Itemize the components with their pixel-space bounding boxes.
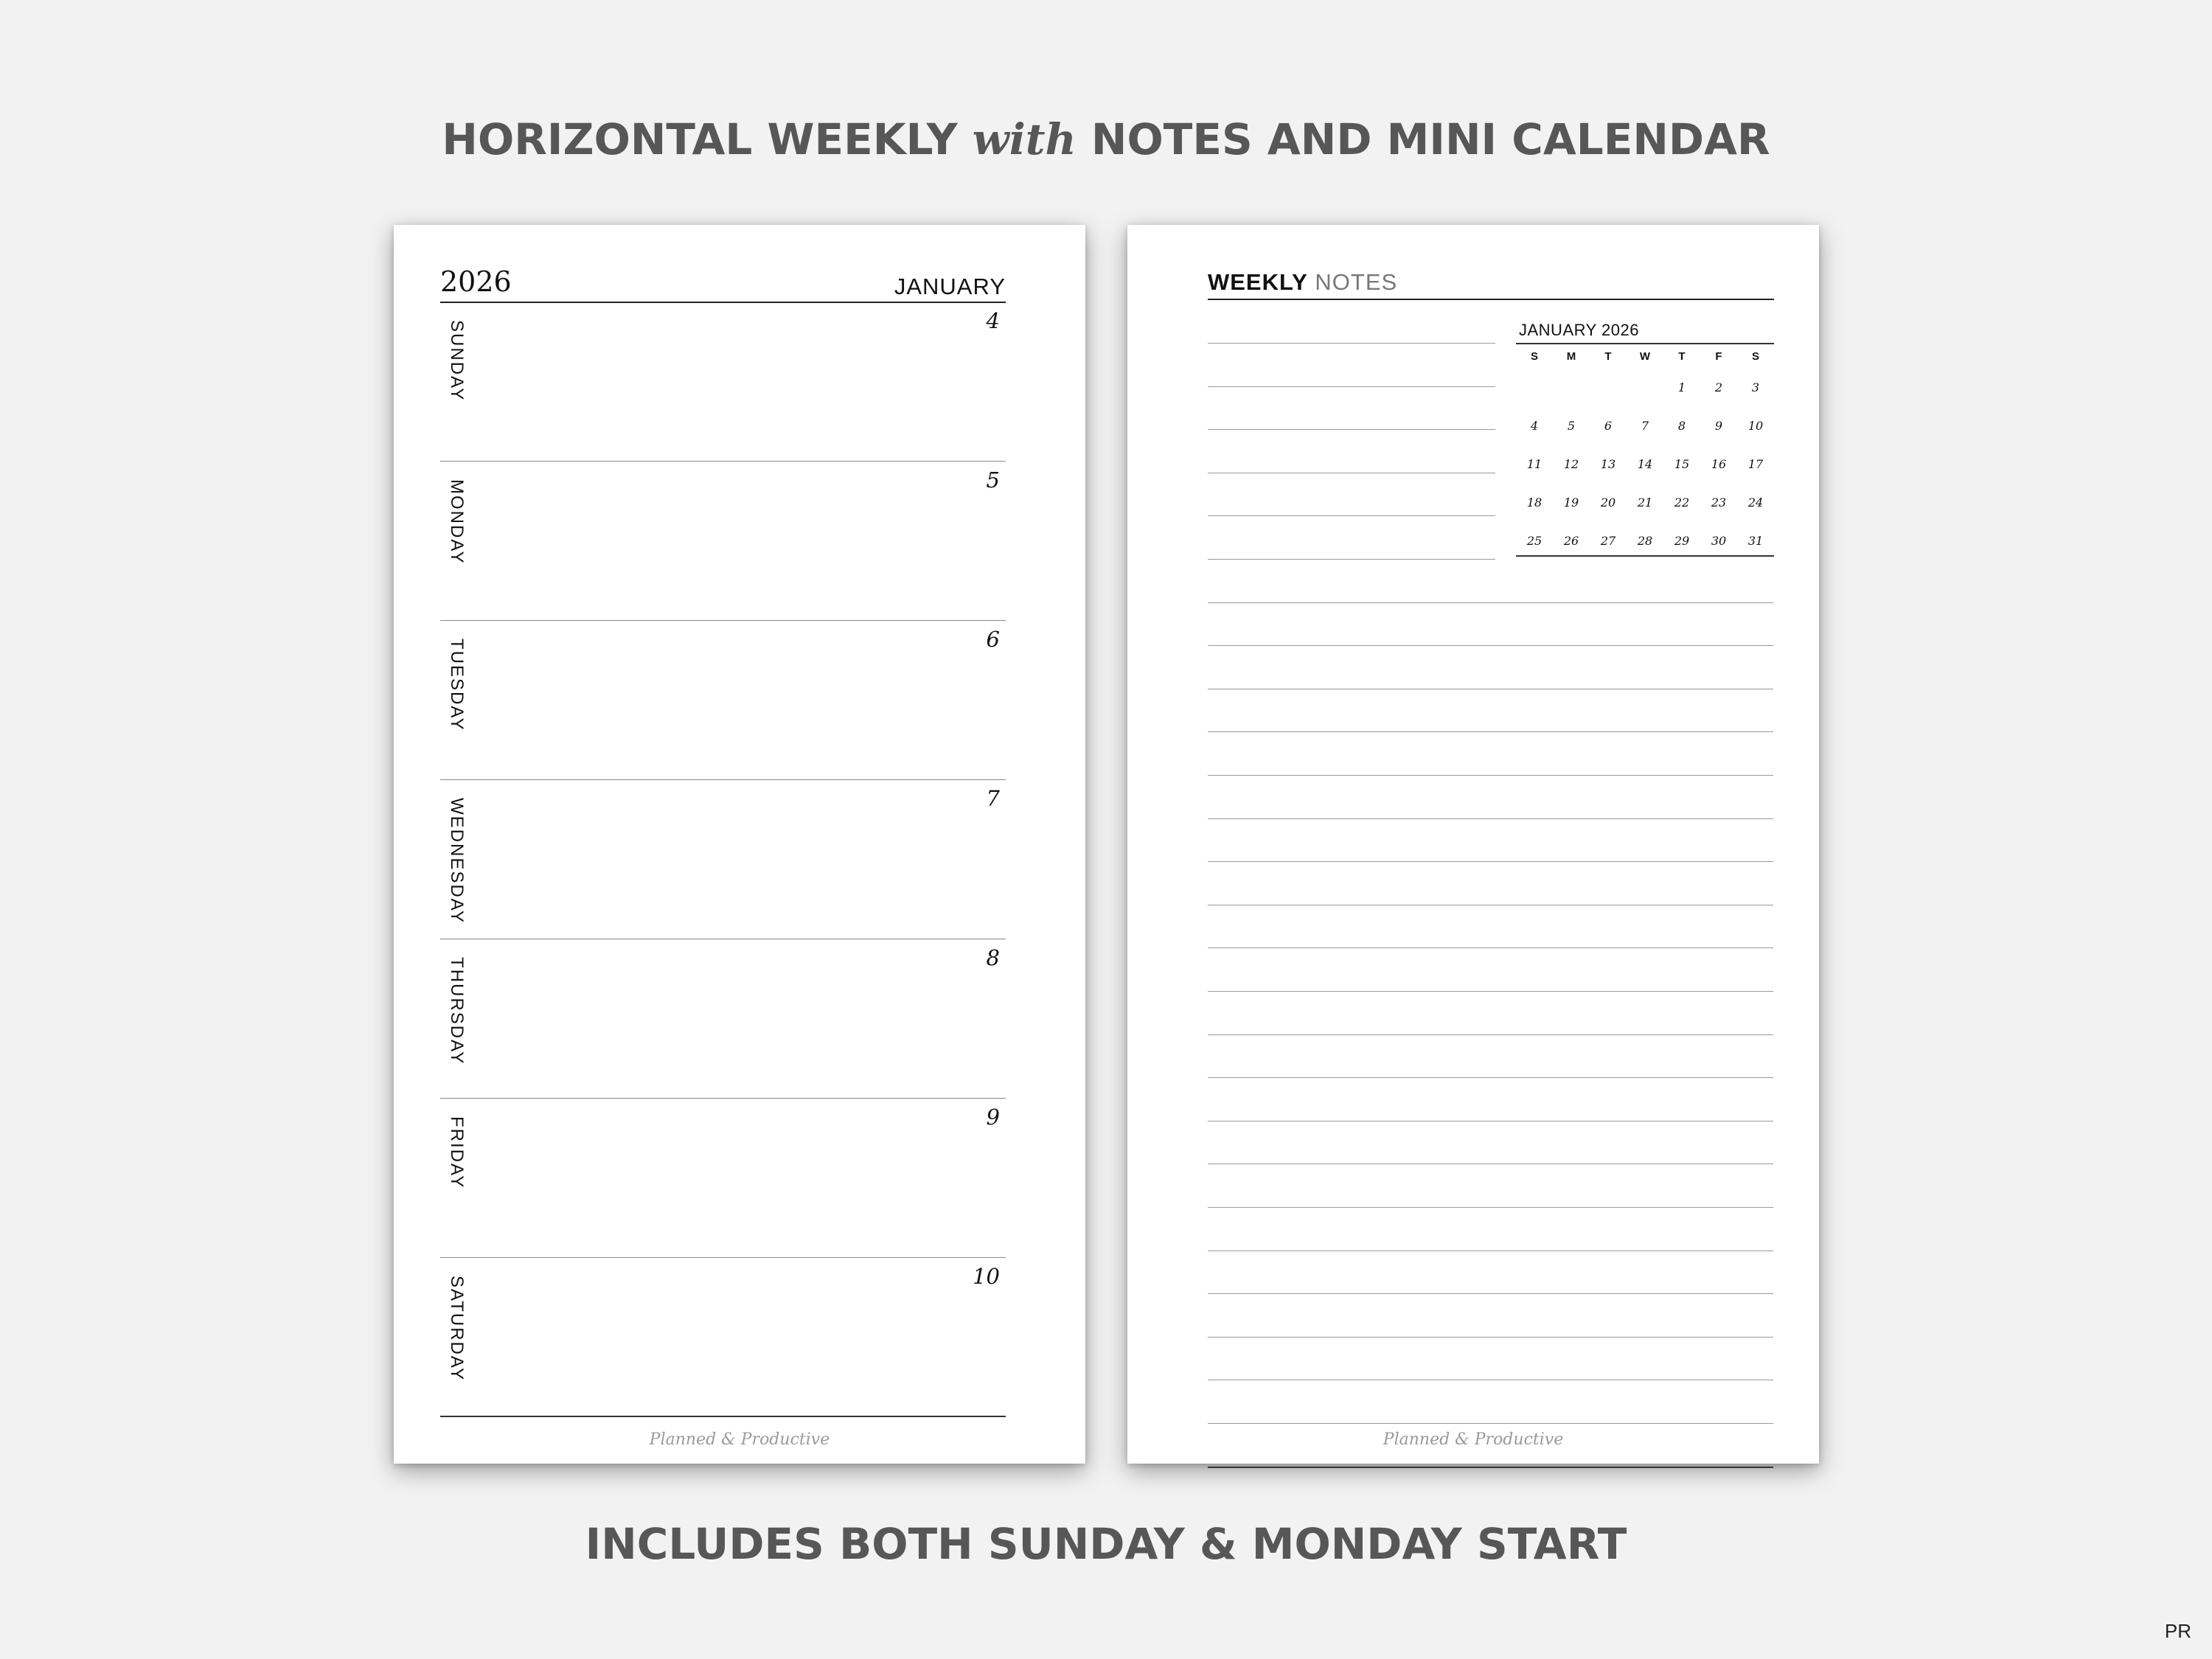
note-line[interactable] [1208,645,1773,646]
calendar-day[interactable]: 30 [1711,533,1727,548]
day-divider [440,1416,1006,1417]
brand-signature: Planned & Productive [649,1430,830,1449]
calendar-day[interactable]: 12 [1563,456,1579,471]
note-line[interactable] [1208,1467,1773,1468]
day-row[interactable] [440,780,1006,939]
notes-page [1127,225,1819,1464]
calendar-day[interactable]: 16 [1711,456,1727,471]
mini-calendar-title: JANUARY 2026 [1519,321,1639,339]
note-line[interactable] [1208,1423,1773,1424]
mini-calendar-grid [1516,344,1774,560]
weekday-header: S [1751,349,1759,363]
mini-calendar [1516,321,1774,557]
note-line[interactable] [1208,991,1773,992]
calendar-day[interactable]: 25 [1526,533,1543,548]
day-name: FRIDAY [447,1116,467,1189]
calendar-day[interactable]: 27 [1600,533,1616,548]
calendar-day[interactable]: 11 [1526,456,1543,471]
footer-headline: INCLUDES BOTH SUNDAY & MONDAY START [585,1519,1627,1569]
calendar-day [1553,368,1590,406]
note-line[interactable] [1208,1077,1773,1078]
year-label: 2026 [440,265,512,298]
day-name: SUNDAY [447,320,467,402]
day-row[interactable] [440,1099,1006,1258]
calendar-day[interactable]: 24 [1747,495,1764,509]
calendar-day[interactable]: 1 [1677,380,1686,394]
brand-signature: Planned & Productive [1382,1430,1564,1449]
weekday-header: F [1715,349,1722,363]
note-line[interactable] [1208,515,1495,516]
note-line[interactable] [1208,775,1773,776]
calendar-day[interactable]: 7 [1641,418,1649,433]
note-line[interactable] [1208,861,1773,862]
page-headline: HORIZONTAL WEEKLY with NOTES AND MINI CALENDAR [442,114,1770,164]
calendar-day[interactable]: 28 [1637,533,1653,548]
calendar-day[interactable]: 31 [1747,533,1764,548]
note-line[interactable] [1208,559,1495,560]
day-name: TUESDAY [447,639,467,731]
calendar-day [1627,368,1663,406]
calendar-day[interactable]: 19 [1563,495,1579,509]
weekday-header: W [1639,349,1651,363]
note-line[interactable] [1208,1207,1773,1208]
day-row[interactable] [440,1258,1006,1417]
calendar-week [1516,445,1774,483]
calendar-day[interactable]: 22 [1674,495,1690,509]
day-number: 5 [986,467,1000,493]
day-number: 7 [986,786,1000,811]
note-line[interactable] [1208,386,1495,387]
calendar-day[interactable]: 21 [1637,495,1653,509]
calendar-day[interactable]: 6 [1604,418,1613,433]
mini-calendar-bottom-rule [1516,555,1774,557]
day-row[interactable] [440,302,1006,462]
calendar-day[interactable]: 9 [1714,418,1723,433]
note-line[interactable] [1208,602,1773,603]
calendar-day[interactable]: 10 [1747,418,1764,433]
calendar-day[interactable]: 3 [1751,380,1760,394]
note-line[interactable] [1208,818,1773,819]
calendar-day[interactable]: 18 [1526,495,1543,509]
corner-mark: PR [2164,1620,2191,1642]
calendar-day [1590,368,1627,406]
calendar-day[interactable]: 26 [1563,533,1579,548]
day-number: 9 [986,1105,1000,1130]
day-name: THURSDAY [447,957,467,1065]
weekday-header: T [1678,349,1686,363]
notes-header-rule [1208,299,1774,300]
weekly-notes-title: WEEKLY NOTES [1208,269,1398,295]
day-name: SATURDAY [447,1276,467,1382]
weekday-header: S [1530,349,1538,363]
calendar-day[interactable]: 8 [1677,418,1686,433]
note-line[interactable] [1208,1337,1773,1338]
calendar-day[interactable]: 17 [1747,456,1764,471]
note-line[interactable] [1208,1293,1773,1294]
note-line[interactable] [1208,1034,1773,1035]
calendar-day[interactable]: 13 [1600,456,1616,471]
calendar-day[interactable]: 14 [1637,456,1653,471]
day-row[interactable] [440,621,1006,780]
calendar-day[interactable]: 29 [1674,533,1690,548]
calendar-day[interactable]: 2 [1714,380,1723,394]
calendar-day[interactable]: 20 [1600,495,1616,509]
day-number: 6 [986,627,1000,652]
day-name: WEDNESDAY [447,798,467,924]
calendar-day[interactable]: 15 [1674,456,1690,471]
day-number: 10 [973,1264,1000,1289]
day-number: 8 [986,945,1000,970]
weekday-header: M [1566,349,1576,363]
note-line[interactable] [1208,429,1495,430]
calendar-day[interactable]: 4 [1530,418,1539,433]
calendar-week [1516,406,1774,445]
calendar-day [1516,368,1553,406]
headline-with: with [972,114,1077,164]
calendar-week [1516,521,1774,560]
calendar-day[interactable]: 23 [1711,495,1727,509]
calendar-week [1516,483,1774,521]
weekday-header: T [1604,349,1612,363]
day-name: MONDAY [447,479,467,565]
calendar-day[interactable]: 5 [1567,418,1576,433]
note-line[interactable] [1208,731,1773,732]
day-number: 4 [986,308,1000,333]
day-row[interactable] [440,462,1006,621]
calendar-week [1516,368,1774,406]
note-line[interactable] [1208,947,1773,948]
day-row[interactable] [440,939,1006,1099]
note-line[interactable] [1208,343,1495,344]
month-label: JANUARY [894,274,1006,299]
weekly-page [394,225,1085,1464]
